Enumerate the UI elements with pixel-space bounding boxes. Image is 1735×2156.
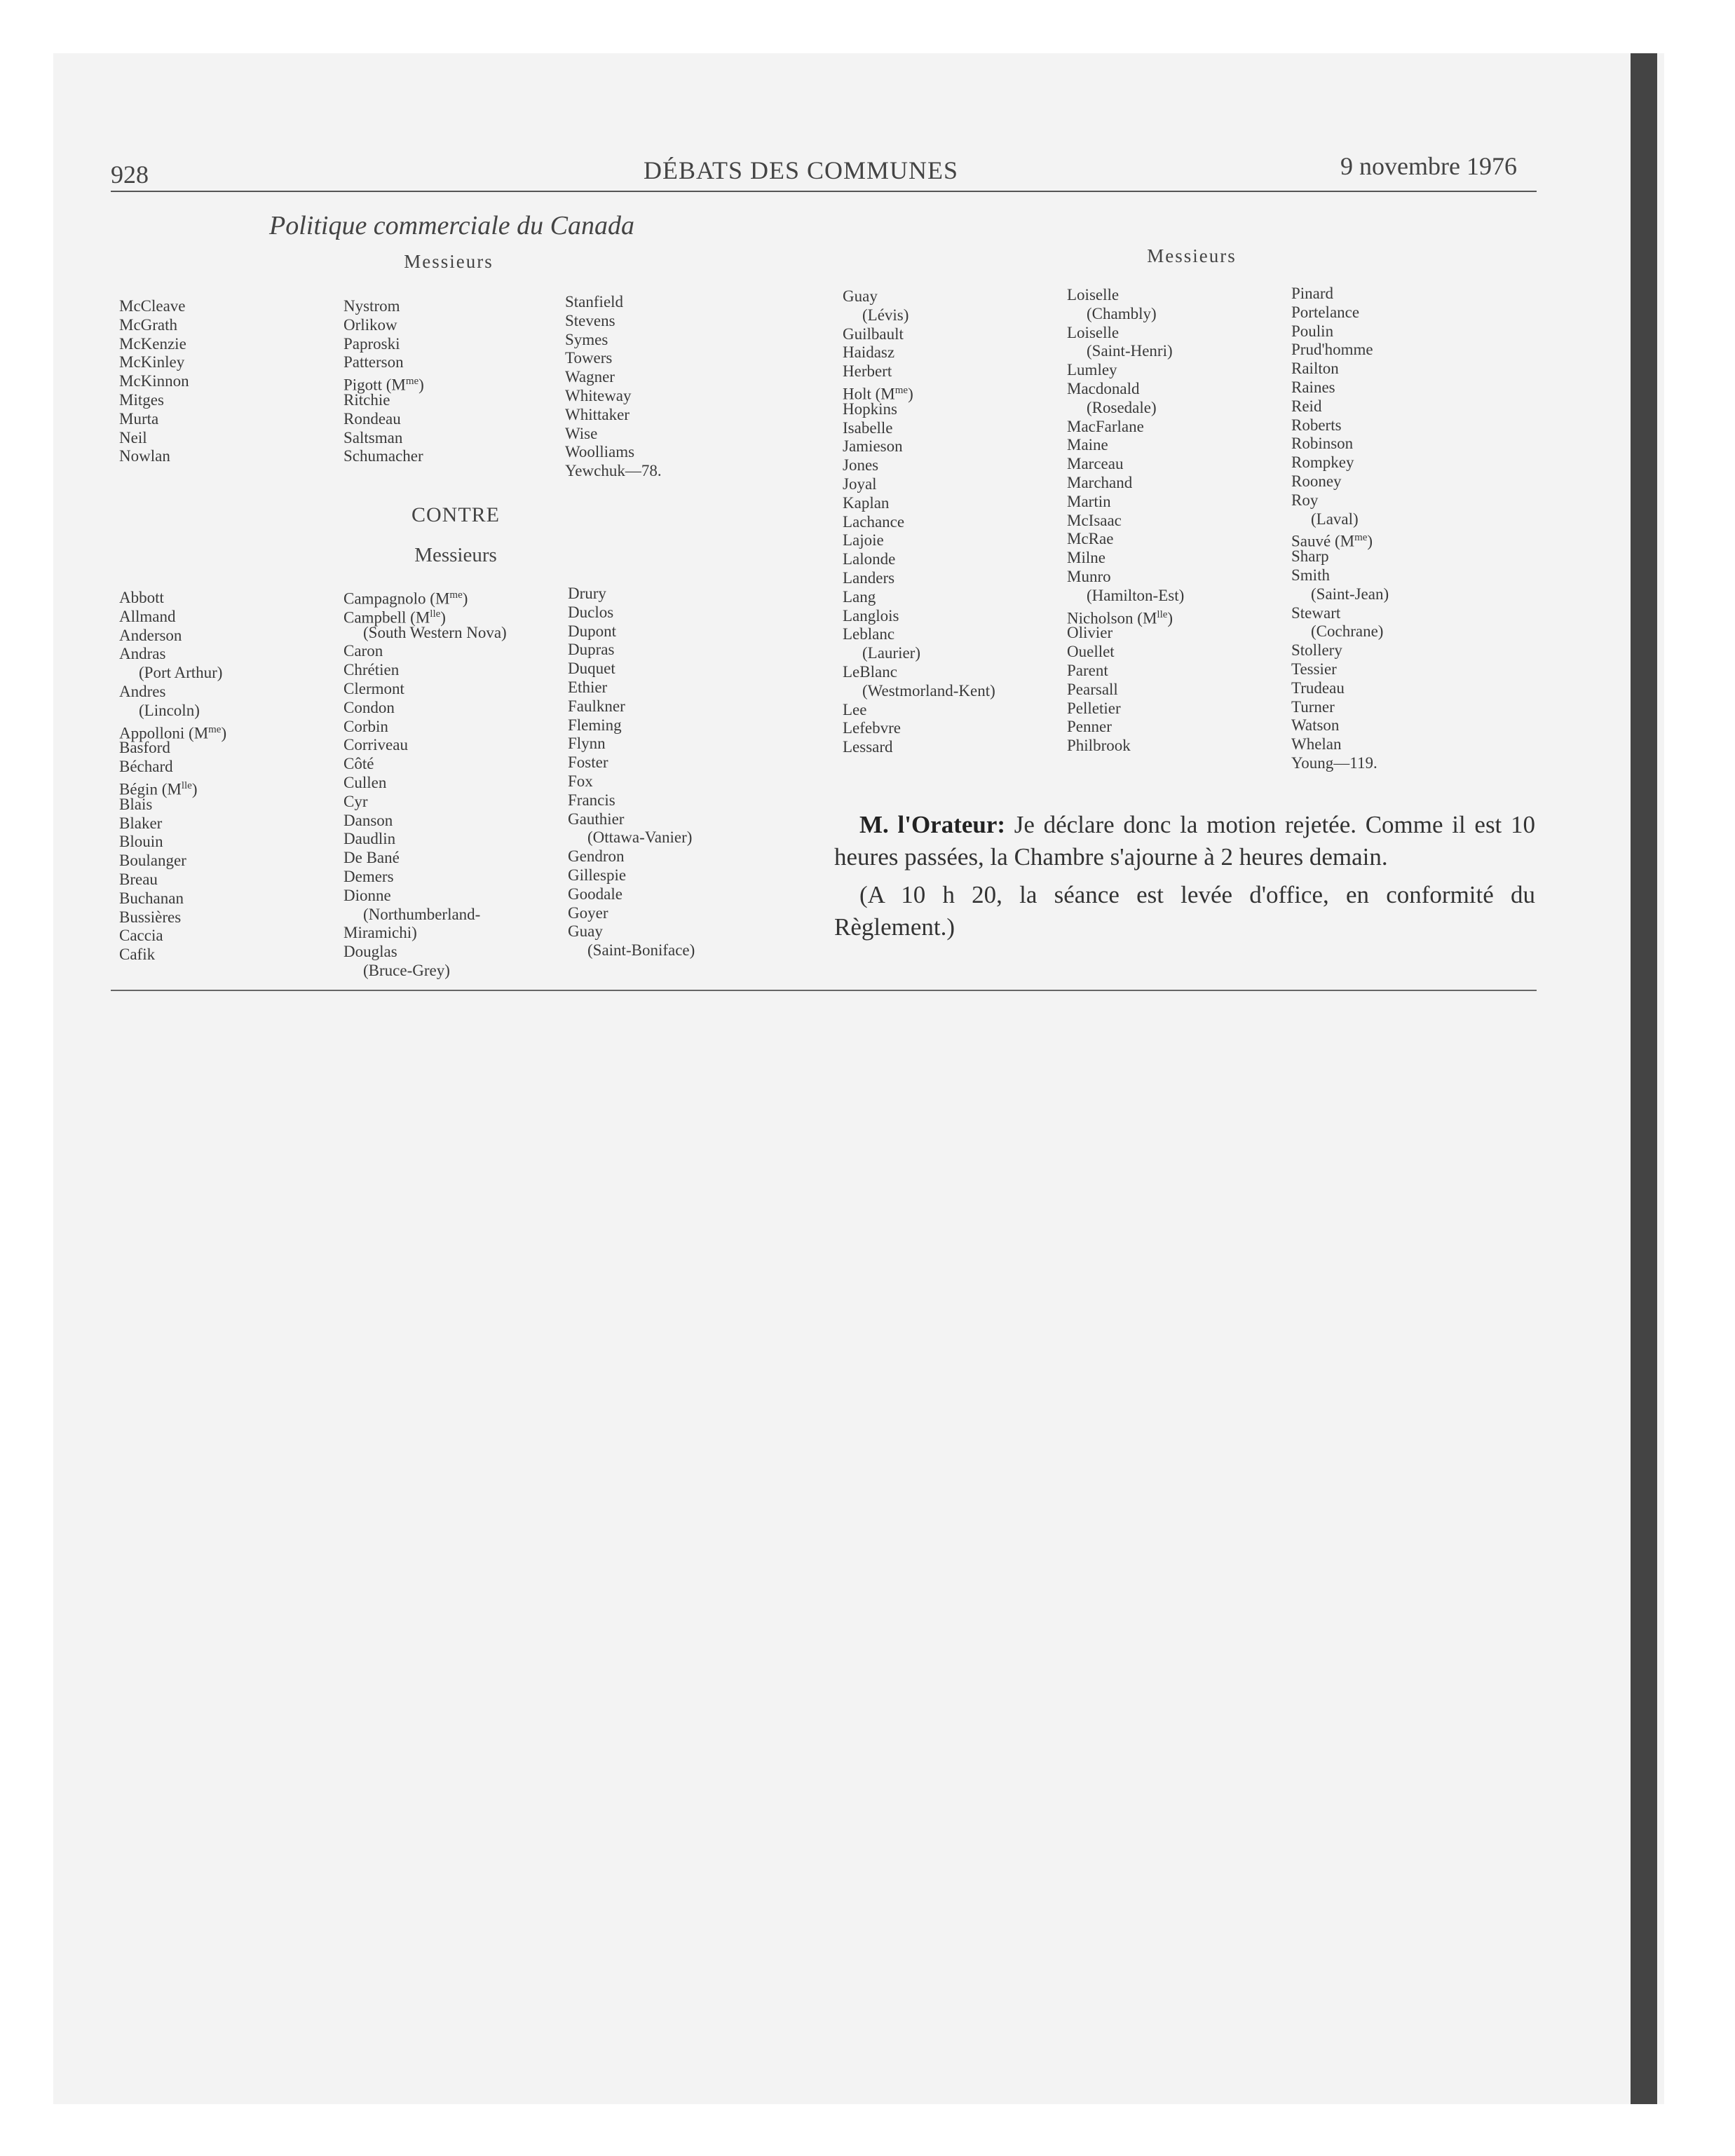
member-name: Cyr bbox=[343, 792, 368, 810]
member-name: (Port Arthur) bbox=[139, 664, 223, 682]
member-name: Penner bbox=[1067, 718, 1112, 736]
member-name: Gauthier bbox=[568, 810, 625, 828]
member-name: Jamieson bbox=[843, 437, 903, 456]
member-name: Lachance bbox=[843, 512, 905, 531]
member-name: Chrétien bbox=[343, 661, 400, 679]
member-name: Corbin bbox=[343, 717, 388, 735]
member-name: Lessard bbox=[843, 738, 893, 756]
member-name: Sharp bbox=[1291, 547, 1329, 566]
member-name: Wagner bbox=[565, 368, 615, 386]
pour-column-2 bbox=[343, 297, 424, 466]
member-name: Buchanan bbox=[119, 889, 184, 907]
member-name: Andras bbox=[119, 645, 166, 663]
member-name: Appolloni $(M^{me})$ bbox=[119, 723, 227, 742]
member-name: Cullen bbox=[343, 773, 387, 791]
member-name: Basford bbox=[119, 739, 170, 757]
member-name: Wise bbox=[565, 424, 598, 442]
member-name: Boulanger bbox=[119, 852, 186, 870]
member-name: Maine bbox=[1067, 436, 1108, 454]
member-name: Anderson bbox=[119, 626, 182, 644]
member-name: Marchand bbox=[1067, 473, 1133, 491]
member-name: McKenzie bbox=[119, 334, 186, 353]
member-name: Murta bbox=[119, 409, 159, 428]
right-column-3 bbox=[1291, 285, 1389, 773]
member-name: Jones bbox=[843, 456, 879, 475]
member-name: Orlikow bbox=[343, 315, 397, 334]
member-name: Pigott $(M^{me})$ bbox=[343, 376, 424, 394]
member-name: McIsaac bbox=[1067, 511, 1122, 529]
member-name: Lajoie bbox=[843, 531, 884, 550]
right-column-1 bbox=[843, 287, 995, 757]
member-name: (Saint-Jean) bbox=[1311, 585, 1389, 603]
member-name: Railton bbox=[1291, 360, 1339, 378]
member-name: De Bané bbox=[343, 849, 400, 867]
member-name: Breau bbox=[119, 870, 158, 888]
member-name: Daudlin bbox=[343, 830, 396, 848]
member-name: Loiselle bbox=[1067, 323, 1120, 341]
member-name: Schumacher bbox=[343, 447, 423, 465]
contre-heading: CONTRE bbox=[411, 503, 500, 526]
member-name: Nystrom bbox=[343, 297, 400, 315]
member-name: Flynn bbox=[568, 735, 606, 753]
member-name: Campagnolo $(M^{me})$ bbox=[343, 589, 468, 608]
member-name: Blouin bbox=[119, 833, 163, 851]
member-name: Trudeau bbox=[1291, 678, 1345, 697]
member-name: Joyal bbox=[843, 475, 877, 493]
speaker-name: M. l'Orateur: bbox=[859, 811, 1006, 838]
member-name: Lefebvre bbox=[843, 719, 901, 737]
member-name: Pearsall bbox=[1067, 680, 1118, 698]
speech-paragraph bbox=[834, 809, 1535, 873]
speech-block bbox=[834, 809, 1535, 943]
member-name: Towers bbox=[565, 349, 613, 367]
member-name: Patterson bbox=[343, 353, 404, 371]
member-name: Whelan bbox=[1291, 735, 1342, 753]
member-name: (Lévis) bbox=[862, 306, 909, 324]
member-name: MacFarlane bbox=[1067, 417, 1144, 435]
member-name: Campbell $(M^{lle})$ bbox=[343, 608, 446, 627]
member-name: (Ottawa-Vanier) bbox=[587, 828, 693, 847]
member-name: Martin bbox=[1067, 492, 1111, 510]
section-title: Politique commerciale du Canada bbox=[269, 211, 634, 240]
member-name: Munro bbox=[1067, 567, 1111, 585]
member-name: Duquet bbox=[568, 660, 615, 678]
contre-column-3 bbox=[568, 585, 695, 960]
right-heading: Messieurs bbox=[1147, 245, 1237, 266]
member-name: Caccia bbox=[119, 927, 163, 945]
header-rule bbox=[111, 191, 1537, 192]
member-name: Smith bbox=[1291, 566, 1330, 584]
member-name: Clermont bbox=[343, 679, 404, 697]
member-name: Landers bbox=[843, 568, 895, 587]
member-name: Symes bbox=[565, 330, 608, 348]
member-name: Paproski bbox=[343, 334, 400, 353]
member-name: Stevens bbox=[565, 311, 615, 329]
member-name: Faulkner bbox=[568, 697, 625, 715]
member-name: Lumley bbox=[1067, 361, 1117, 379]
member-name: Nicholson $(M^{lle})$ bbox=[1067, 608, 1173, 627]
member-name: Cafik bbox=[119, 946, 156, 964]
page-date: 9 novembre 1976 bbox=[1340, 152, 1517, 180]
member-name: Dupras bbox=[568, 641, 615, 659]
member-name: Dionne bbox=[343, 886, 391, 904]
member-name: Dupont bbox=[568, 622, 616, 640]
member-name: Bégin $(M^{lle})$ bbox=[119, 779, 198, 798]
member-name: Goodale bbox=[568, 885, 622, 903]
member-name: (Westmorland-Kent) bbox=[862, 681, 995, 700]
member-name: Ouellet bbox=[1067, 643, 1115, 661]
member-name: Kaplan bbox=[843, 493, 890, 512]
member-name: Prud'homme bbox=[1291, 341, 1373, 359]
member-name: Nowlan bbox=[119, 447, 170, 465]
member-name: Ethier bbox=[568, 678, 608, 696]
member-name: Woolliams bbox=[565, 443, 635, 461]
member-name: LeBlanc bbox=[843, 662, 897, 681]
member-name: (Chambly) bbox=[1087, 304, 1157, 322]
member-name: Mitges bbox=[119, 390, 164, 409]
member-name: Milne bbox=[1067, 549, 1105, 567]
member-name: Bussières bbox=[119, 908, 182, 926]
member-name: Whiteway bbox=[565, 386, 632, 404]
member-name: Duclos bbox=[568, 603, 614, 621]
member-name: Fox bbox=[568, 772, 593, 790]
member-name: McKinley bbox=[119, 353, 185, 371]
contre-subheading: Messieurs bbox=[414, 544, 497, 566]
member-name: (South Western Nova) bbox=[363, 623, 507, 641]
member-name: Rompkey bbox=[1291, 453, 1354, 472]
member-name: Holt $(M^{me})$ bbox=[843, 384, 913, 403]
member-name: Portelance bbox=[1291, 303, 1360, 321]
member-name: Guay bbox=[843, 287, 878, 305]
member-name: Stollery bbox=[1291, 641, 1342, 660]
member-name: Neil bbox=[119, 428, 147, 446]
contre-column-1 bbox=[119, 589, 226, 964]
page-number: 928 bbox=[111, 161, 149, 189]
member-name: Stewart bbox=[1291, 603, 1341, 622]
member-name: Turner bbox=[1291, 697, 1335, 716]
member-name: Lalonde bbox=[843, 550, 896, 568]
member-name: Tessier bbox=[1291, 660, 1337, 678]
member-name: Roberts bbox=[1291, 416, 1342, 434]
member-name: Miramichi) bbox=[343, 924, 417, 942]
member-name: Marceau bbox=[1067, 455, 1124, 473]
member-name: Sauvé $(M^{me})$ bbox=[1291, 532, 1373, 551]
pour-heading: Messieurs bbox=[404, 251, 494, 272]
footer-rule bbox=[111, 990, 1537, 991]
member-name: (Northumberland- bbox=[363, 905, 481, 923]
member-name: Saltsman bbox=[343, 428, 403, 446]
member-name: (Laval) bbox=[1311, 510, 1359, 528]
member-name: (Saint-Boniface) bbox=[587, 941, 695, 960]
member-name: Goyer bbox=[568, 903, 608, 922]
member-name: Blaker bbox=[119, 814, 163, 832]
adjournment-note: (A 10 h 20, la séance est levée d'office, en conformité du Règlement.) bbox=[834, 881, 1535, 941]
member-name: Pelletier bbox=[1067, 699, 1121, 717]
member-name: McGrath bbox=[119, 315, 178, 334]
member-name: Caron bbox=[343, 642, 383, 660]
member-name: Herbert bbox=[843, 362, 892, 381]
member-name: Côté bbox=[343, 755, 374, 773]
member-name: Allmand bbox=[119, 607, 176, 625]
member-name: Rondeau bbox=[343, 409, 401, 428]
right-column-2 bbox=[1067, 286, 1184, 756]
pour-column-1 bbox=[119, 297, 189, 466]
member-name: Hopkins bbox=[843, 400, 897, 418]
member-name: Olivier bbox=[1067, 624, 1113, 642]
member-name: Demers bbox=[343, 867, 394, 885]
member-name: Yewchuk—78. bbox=[565, 462, 662, 480]
member-name: Poulin bbox=[1291, 322, 1334, 340]
member-name: (Cochrane) bbox=[1311, 622, 1384, 641]
member-name: Reid bbox=[1291, 397, 1322, 415]
member-name: Loiselle bbox=[1067, 286, 1120, 303]
member-name: McKinnon bbox=[119, 372, 189, 390]
member-name: Parent bbox=[1067, 661, 1108, 679]
member-name: (Bruce-Grey) bbox=[363, 961, 450, 979]
member-name: Young—119. bbox=[1291, 753, 1377, 772]
member-name: Haidasz bbox=[843, 343, 895, 362]
member-name: McRae bbox=[1067, 530, 1114, 548]
member-name: Guilbault bbox=[843, 325, 904, 343]
member-name: McCleave bbox=[119, 297, 186, 315]
member-name: Stanfield bbox=[565, 293, 624, 311]
member-name: Gillespie bbox=[568, 866, 627, 884]
member-name: (Rosedale) bbox=[1087, 398, 1157, 416]
member-name: Blais bbox=[119, 795, 153, 813]
member-name: Rooney bbox=[1291, 472, 1342, 490]
member-name: Ritchie bbox=[343, 390, 390, 409]
member-name: Foster bbox=[568, 753, 608, 772]
member-name: Whittaker bbox=[565, 405, 630, 423]
member-name: Andres bbox=[119, 682, 166, 700]
member-name: Condon bbox=[343, 698, 395, 716]
member-name: (Saint-Henri) bbox=[1087, 342, 1173, 360]
member-name: Langlois bbox=[843, 606, 899, 625]
member-name: Fleming bbox=[568, 716, 622, 734]
member-name: Danson bbox=[343, 811, 393, 829]
member-name: Watson bbox=[1291, 716, 1340, 735]
member-name: Pinard bbox=[1291, 285, 1334, 302]
member-name: Robinson bbox=[1291, 435, 1354, 453]
member-name: (Hamilton-Est) bbox=[1087, 586, 1185, 604]
member-name: (Laurier) bbox=[862, 644, 920, 662]
member-name: Lee bbox=[843, 700, 867, 718]
member-name: Raines bbox=[1291, 378, 1335, 396]
member-name: Abbott bbox=[119, 589, 164, 606]
member-name: Leblanc bbox=[843, 625, 895, 643]
journal-title: DÉBATS DES COMMUNES bbox=[644, 156, 959, 184]
member-name: Philbrook bbox=[1067, 737, 1131, 755]
member-name: Isabelle bbox=[843, 418, 893, 437]
member-name: Francis bbox=[568, 791, 615, 809]
speech-text: Je déclare donc la motion rejetée. Comme il est 10 heures passées, la Chambre s'ajourne à 2 heures demain. bbox=[834, 811, 1535, 871]
member-name: Lang bbox=[843, 587, 876, 606]
member-name: Douglas bbox=[343, 943, 397, 961]
pour-column-3 bbox=[565, 293, 662, 481]
member-name: Béchard bbox=[119, 758, 173, 776]
member-name: Roy bbox=[1291, 491, 1319, 509]
member-name: Guay bbox=[568, 922, 603, 941]
contre-column-2 bbox=[343, 586, 507, 981]
binding-edge bbox=[1631, 53, 1657, 2104]
member-name: Gendron bbox=[568, 847, 625, 866]
member-name: Macdonald bbox=[1067, 379, 1140, 397]
member-name: Corriveau bbox=[343, 736, 408, 754]
member-name: (Lincoln) bbox=[139, 701, 200, 719]
member-name: Drury bbox=[568, 585, 606, 602]
